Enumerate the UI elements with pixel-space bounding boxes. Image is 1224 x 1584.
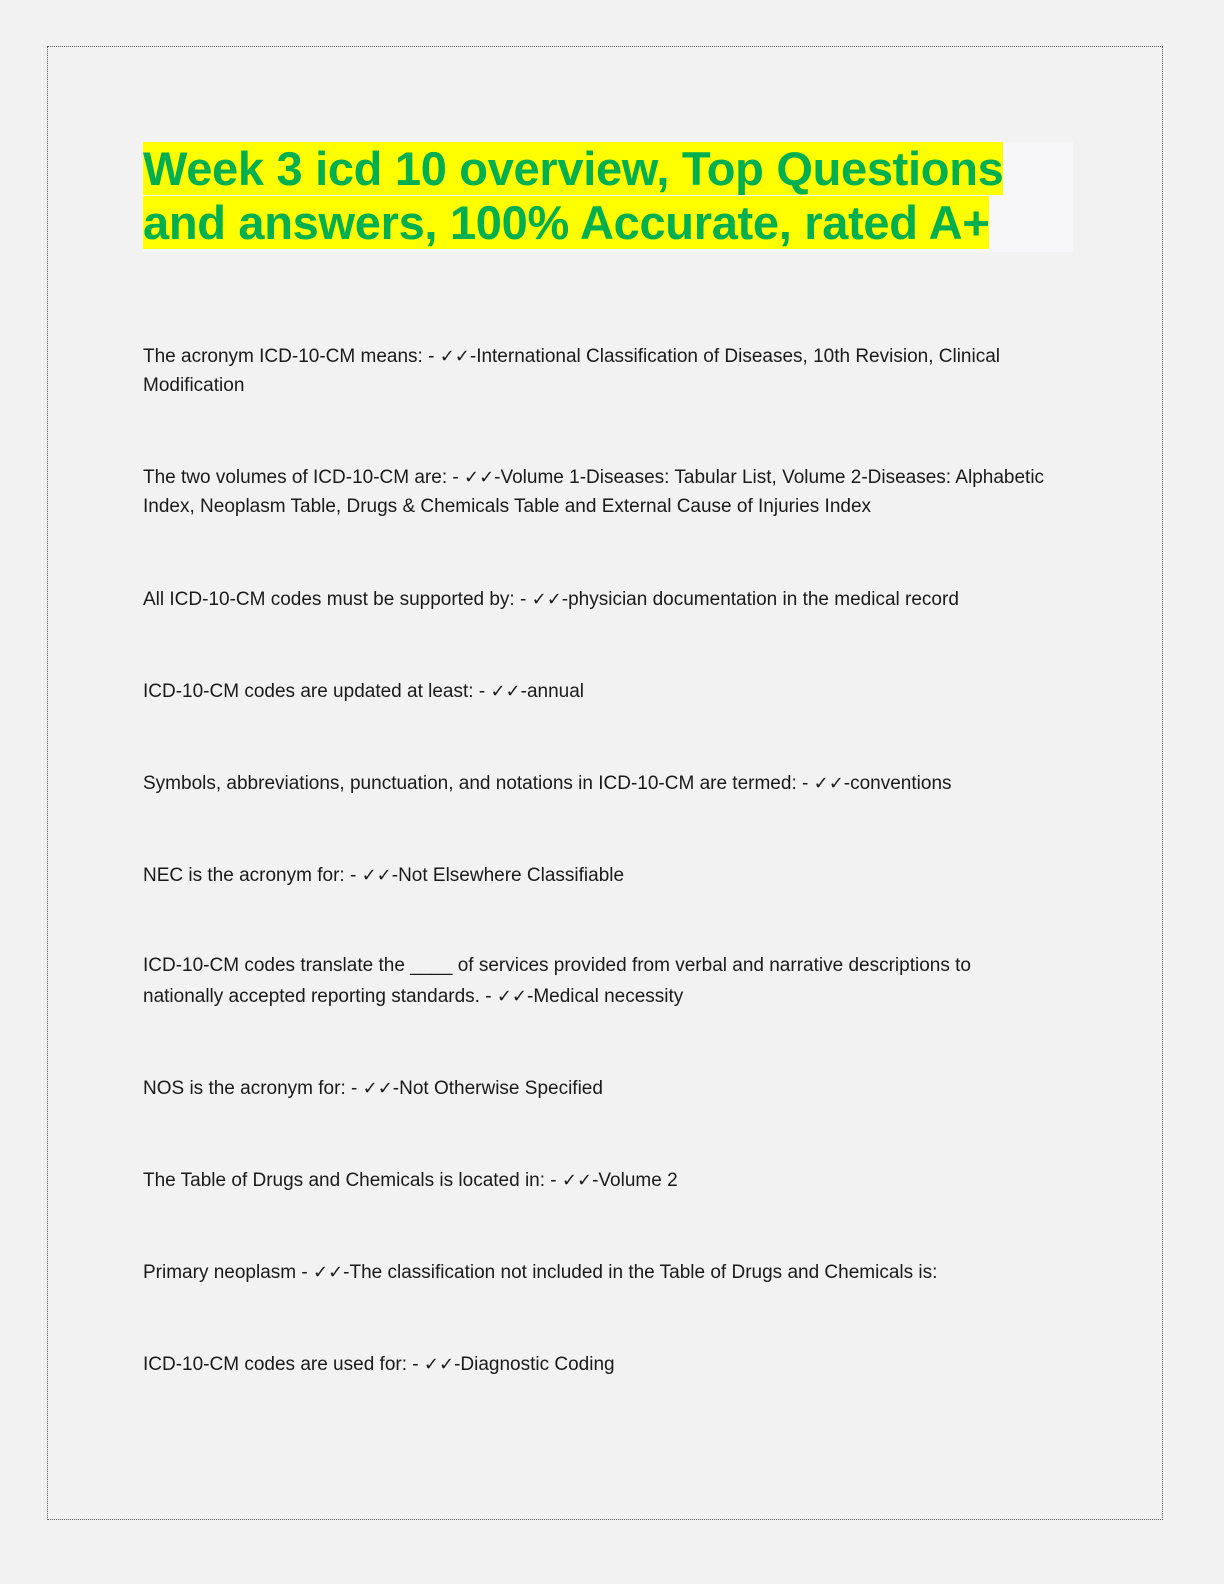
answer: Not Otherwise Specified <box>399 1078 603 1099</box>
answer: Diagnostic Coding <box>460 1354 615 1375</box>
question: The acronym ICD-10-CM means: <box>143 346 423 367</box>
check-icon: ✓✓ <box>361 865 392 886</box>
qa-item: Primary neoplasm - ✓✓-The classification not included in the Table of Drugs and Chemicals is: <box>143 1262 938 1283</box>
check-icon: ✓✓ <box>490 681 521 702</box>
question: Symbols, abbreviations, punctuation, and notations in ICD-10-CM are termed: <box>143 773 797 794</box>
question: The Table of Drugs and Chemicals is located in: <box>143 1170 546 1191</box>
qa-item: The Table of Drugs and Chemicals is located in: - ✓✓-Volume 2 <box>143 1170 678 1191</box>
question: NOS is the acronym for: <box>143 1078 346 1099</box>
qa-item: NOS is the acronym for: - ✓✓-Not Otherwise Specified <box>143 1078 603 1099</box>
answer: Volume 1-Diseases: Tabular List, Volume 2-Diseases: Alphabetic Index, Neoplasm Table, Drugs & Chemicals Table and External Cause of Injuries Index <box>143 467 1045 517</box>
qa-item: All ICD-10-CM codes must be supported by: - ✓✓-physician documentation in the medical record <box>143 589 959 610</box>
check-icon: ✓✓ <box>423 1354 455 1375</box>
answer: International Classification of Diseases, 10th Revision, Clinical Modification <box>143 346 1000 396</box>
qa-item: ICD-10-CM codes are used for: - ✓✓-Diagnostic Coding <box>143 1354 615 1375</box>
title-block <box>143 142 1073 252</box>
answer: Volume 2 <box>598 1170 678 1191</box>
check-icon: ✓✓ <box>463 467 495 488</box>
qa-item: ICD-10-CM codes are updated at least: - ✓✓-annual <box>143 681 585 702</box>
question: NEC is the acronym for: <box>143 865 345 886</box>
qa-item: The two volumes of ICD-10-CM are: - ✓✓-Volume 1-Diseases: Tabular List, Volume 2-Diseases: Alphabetic Index, Neoplasm Table, Drugs & Chemicals Table and External Cause of Injuries Index <box>143 467 1045 517</box>
answer: Not Elsewhere Classifiable <box>398 865 625 886</box>
check-icon: ✓✓ <box>362 1078 393 1099</box>
check-icon: ✓✓ <box>531 589 562 610</box>
answer: physician documentation in the medical record <box>568 589 959 610</box>
question: ICD-10-CM codes translate the ____ of services provided from verbal and narrative descriptions to nationally accepted reporting standards. <box>143 955 971 1007</box>
question: All ICD-10-CM codes must be supported by: <box>143 589 515 610</box>
title-line-1: Week 3 icd 10 overview, Top Questions <box>143 142 1004 195</box>
check-icon: ✓✓ <box>813 773 844 794</box>
answer: Medical necessity <box>533 986 684 1007</box>
check-icon: ✓✓ <box>313 1262 344 1283</box>
qa-item: Symbols, abbreviations, punctuation, and notations in ICD-10-CM are termed: - ✓✓-conventions <box>143 773 952 794</box>
question: Primary neoplasm <box>143 1262 297 1283</box>
title-line-2: and answers, 100% Accurate, rated A+ <box>143 196 990 249</box>
answer: conventions <box>850 773 952 794</box>
check-icon: ✓✓ <box>561 1170 593 1191</box>
question: ICD-10-CM codes are updated at least: <box>143 681 474 702</box>
answer: The classification not included in the Table of Drugs and Chemicals is: <box>349 1262 938 1283</box>
answer: annual <box>526 681 585 702</box>
qa-item: NEC is the acronym for: - ✓✓-Not Elsewhere Classifiable <box>143 865 625 886</box>
check-icon: ✓✓ <box>439 346 470 367</box>
qa-item: The acronym ICD-10-CM means: - ✓✓-International Classification of Diseases, 10th Revision, Clinical Modification <box>143 346 1000 396</box>
qa-item: ICD-10-CM codes translate the ____ of services provided from verbal and narrative descriptions to nationally accepted reporting standards. - ✓✓-Medical necessity <box>143 955 971 1007</box>
document-title <box>143 142 1073 250</box>
check-icon: ✓✓ <box>496 986 527 1007</box>
question: ICD-10-CM codes are used for: <box>143 1354 407 1375</box>
question: The two volumes of ICD-10-CM are: <box>143 467 448 488</box>
